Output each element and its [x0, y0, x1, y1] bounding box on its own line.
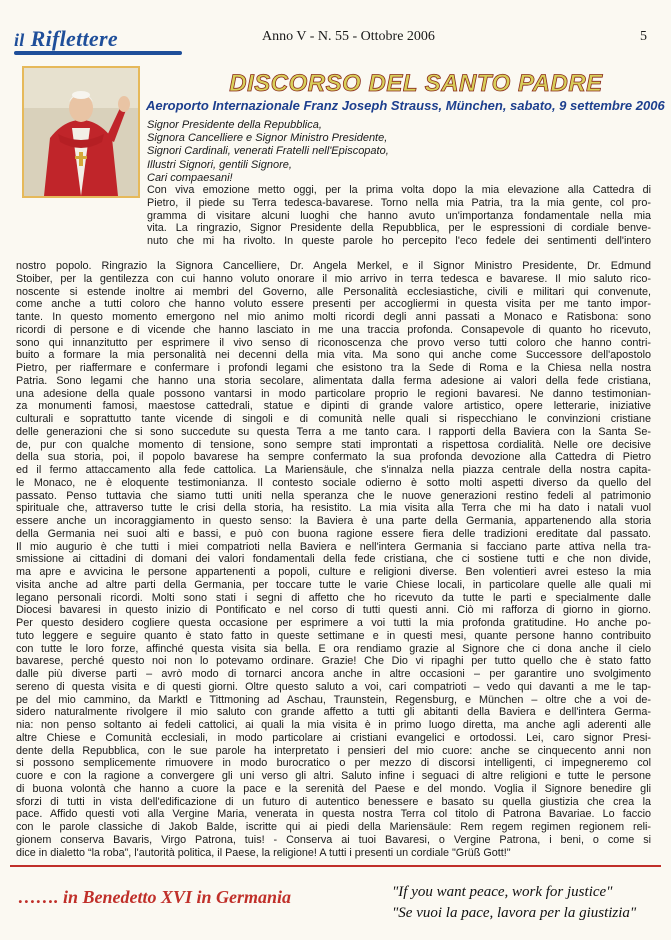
body-line: dente della Repubblica, con le sue parole ha interpretato i pensieri del mio cuore: anche se cinquecento anni non: [16, 744, 651, 757]
footer-series-title: ……. in Benedetto XVI in Germania: [18, 887, 292, 907]
body-line: za monumenti famosi, maestose cattedrali, statue e dipinti di grande valore artistico, opere letterarie, iniziative: [16, 400, 651, 413]
body-line: pe del mio cammino, da Marktl e Tittmoning ad Aschau, Traunstein, Regensburg, e München – oltre che a voi de-: [16, 693, 651, 706]
issue-info: Anno V - N. 55 - Ottobre 2006: [262, 29, 435, 44]
body-line: Stoiber, per la gentilezza con cui hanno voluto onorare il mio arrivo in terra tedesca e bavarese. Il mio saluto rico-: [16, 272, 651, 285]
body-text-narrow: [147, 184, 651, 248]
body-line: nia: non penso soltanto ai fedeli cattolici, ai quali la mia visita è in primo luogo diretta, ma anche agli aderenti alle: [16, 719, 651, 731]
body-line: ma apre e avvicina le persone appartenenti a popoli, culture e religioni diverse. Ben volentieri avrei esteso la mia: [16, 566, 651, 578]
body-line: pace. Affido questi voti alla Vergine Maria, venerata in questa nostra Terra col titolo di Patrona Bavariae. Lo faccio: [16, 808, 651, 821]
salutation-line: Signora Cancelliere e Signor Ministro Presidente,: [147, 132, 388, 145]
footer-quote-italian: "Se vuoi la pace, lavora per la giustizia": [392, 905, 637, 921]
logo-underline: [14, 51, 182, 55]
page-header: [0, 0, 671, 60]
body-text-wide: [16, 260, 651, 859]
body-line: Patria. Sono legami che hanno una storia secolare, alimentata dalla ferma adesione ai valori della fede cristiana,: [16, 374, 651, 387]
body-line: gionem conserva Bavaris, Virgo Patrona, tuis! - Conserva ai tuoi Bavaresi, o Vergine Patrona, i beni, o come si: [16, 833, 651, 846]
body-line: Diocesi bavaresi in questo inizio di Pontificato e nel corso di tutti questi anni. Ciò mi rafforza di giorno in giorno.: [16, 604, 651, 617]
page-number: 5: [640, 29, 647, 44]
salutation-line: Signor Presidente della Repubblica,: [147, 119, 322, 131]
footer-divider: [10, 865, 661, 867]
article-subtitle: Aeroporto Internazionale Franz Joseph Strauss, München, sabato, 9 settembre 2006: [146, 98, 665, 113]
body-line: con tutte le loro forze, affinché questa visita sia bella. E ora rendiamo grazie al Signore che ci dona anche il cielo: [16, 642, 651, 655]
body-line: culturali e soprattutto tante vicende di singoli e di comunità nelle quali si rispecchiano le convinzioni cristiane: [16, 413, 651, 425]
body-line: vita. La ringrazio, Signor Presidente della Repubblica, per le espressioni di cordiale benve-: [147, 222, 651, 235]
footer-quote-english: "If you want peace, work for justice": [392, 884, 613, 900]
salutations-block: [147, 119, 389, 185]
body-line: Con viva emozione metto oggi, per la prima volta dopo la mia elevazione alla Cattedra di: [147, 184, 651, 196]
body-line: di buona volontà che hanno a cuore la pace e la serenità del Paese e del mondo. Voglia il Signore benedire gli: [16, 782, 651, 795]
body-line: sereno di questa visita e di questi giorni. Oltre questo saluto a voi, cari compatrioti – vedo qui davanti a me le tap-: [16, 680, 651, 693]
body-line: essere anche un incoraggiamento in questo senso: la Baviera è una parte della Germania, appartenendo alla storia: [16, 515, 651, 527]
body-line: Per questo desidero cogliere questa occasione per esprimere a voi tutti la mia profonda gratitudine. Ho anche po-: [16, 617, 651, 629]
body-line: passato. Penso tuttavia che siamo tutti uniti nella speranza che le nuove generazioni restino fedeli al patrimonio: [16, 489, 651, 502]
body-line: una adesione della quale possono vantarsi in modo particolare proprio le regioni bavaresi. Ne danno testimonian-: [16, 387, 651, 400]
body-line: sidero naturalmente rivolgere il mio saluto con grande affetto a tutti gli abitanti della Baviera e dell'intera Germa-: [16, 706, 651, 719]
body-line: legano personali ricordi. Molti sono stati i segni di affetto che ho ricevuto da tutte le parti e specialmente dalle: [16, 591, 651, 604]
body-line: sforzi di tutti in vista dell'edificazione di un futuro di autentico benessere e basato su quella giustizia che crea la: [16, 795, 651, 808]
body-line: gramma di visitare alcuni luoghi che hanno avuto un'importanza fondamentale nella mia: [147, 209, 651, 222]
body-line: Pietro, il piede su Terra tedesca-bavarese. Torno nella mia Patria, tra la mia gente, col pro-: [147, 196, 651, 209]
body-line: tante. In questo momento emergono nel mio animo molti ricordi degli anni passati a Monaco e Ratisbona: sono: [16, 311, 651, 323]
pope-photo: [22, 66, 140, 198]
body-line: noscente si estende inoltre ai membri del Governo, alle Personalità ecclesiastiche, civili e militari qui convenute,: [16, 285, 651, 298]
magazine-logo: [14, 26, 118, 52]
body-line: nostro popolo. Ringrazio la Signora Cancelliere, Dr. Angela Merkel, e il Signor Ministro Presidente, Dr. Edmund: [16, 260, 651, 272]
body-line: bavarese, perché questo noi non lo potevamo ordinare. Grazie! Che Dio vi ripaghi per tutto quello che è stato fatto: [16, 655, 651, 668]
salutation-line: Signori Cardinali, venerati Fratelli nell'Episcopato,: [147, 145, 389, 158]
body-line: cuore e con la ragione a convergere gli uni verso gli altri. Saluto infine i seguaci di altre religioni e tutte le persone: [16, 770, 651, 782]
body-line: si possono semplicemente rimuovere in modo burocratico o per mezzo di discorsi intelligenti, ci impegneremo col: [16, 757, 651, 770]
body-line: smissione ai cittadini di domani dei valori fondamentali della fede cristiana, che ci sostiene tutti e che non divide,: [16, 553, 651, 566]
salutation-line: Cari compaesani!: [147, 171, 233, 184]
body-line: dice in dialetto “la roba”, l'autorità politica, il Paese, la religione! A tutti i presenti un cordiale "Grüß Gott!": [16, 846, 511, 859]
article-title: DISCORSO DEL SANTO PADRE: [229, 70, 603, 97]
body-line: visita anche ad altre parti della Germania, per toccare tutte le varie Chiese locali, in particolare quelle alle quali mi: [16, 578, 651, 591]
body-line: con le parole classiche di Jakob Balde, iscritte qui ai piedi della Mariensäule: Rem regem regimen regionem reli-: [16, 821, 651, 833]
body-line: Pietro, per riaffermare e confermare i profondi legami che esistono tra la Sede di Roma e la Chiesa nella nostra: [16, 362, 651, 374]
body-line: sono qui innanzitutto per esprimere il vivo senso di riconoscenza che provo verso tutti coloro che hanno contri-: [16, 336, 651, 349]
body-line: altre Chiese e Comunità ecclesiali, in modo particolare ai cristiani evangelici e ortodossi. Lei, caro signor Presi-: [16, 731, 651, 744]
body-line: spirituale che, attraverso tutte le crisi della storia, ha resistito. La mia visita alla Terra che mi ha dato i natali vuol: [16, 502, 651, 515]
body-line: le Monaco, ne è eloquente testimonianza. Il contesto sociale odierno è sotto molti aspetti diverso da quello del: [16, 476, 651, 489]
body-line: buito a formare la mia personalità nei decenni della mia vita. Ma sono qui anche come Successore dell'apostolo: [16, 349, 651, 362]
body-line: dalle più diverse parti – avrò modo di tornarci ancora anche in altre occasioni – per garantire uno svolgimento: [16, 668, 651, 680]
logo-name: Riflettere: [30, 26, 118, 51]
body-line: della Germania nei suoi alti e bassi, e può con buona ragione essere fiera delle tradizioni ereditate dal passato.: [16, 527, 651, 540]
body-line: nuto che mi ha rivolto. In queste parole ho percepito l'eco fedele dei sentimenti dell'intero: [147, 235, 651, 247]
body-line: tuto leggere e seguire quanto è stato fatto in queste settimane e in questi mesi, quante persone hanno contribuito: [16, 629, 651, 642]
logo-prefix: il: [14, 30, 25, 50]
body-line: ed il fermo attaccamento alla fede cattolica. La Mariensäule, che s'innalza nella piazza centrale della nostra capita-: [16, 464, 651, 476]
body-line: ricordi di persone e di vicende che hanno lasciato in me una traccia profonda. Consapevole di quanto ho ricevuto,: [16, 323, 651, 336]
body-line: della sua storia, poi, il popolo bavarese ha sempre confermato la sua profonda devozione alla Cattedra di Pietro: [16, 451, 651, 464]
body-line: delle generazioni che si sono succedute su questa Terra a me tanto cara. I rapporti della Baviera con la Santa Se-: [16, 425, 651, 438]
body-line: de, pur con qualche momento di tensione, sono sempre stati improntati a rispettosa cordialità. Nelle ore decisive: [16, 438, 651, 451]
pope-portrait-illustration: [24, 68, 138, 196]
salutation-line: Illustri Signori, gentili Signore,: [147, 158, 292, 171]
body-line: Il mio augurio è che tutti i miei compatrioti nella Baviera e nell'intera Germania si facciano parte attiva nella tra-: [16, 540, 651, 553]
body-line: come anche a tutti coloro che hanno voluto essere presenti per accogliermi in questa visita per me tanto impor-: [16, 298, 651, 311]
